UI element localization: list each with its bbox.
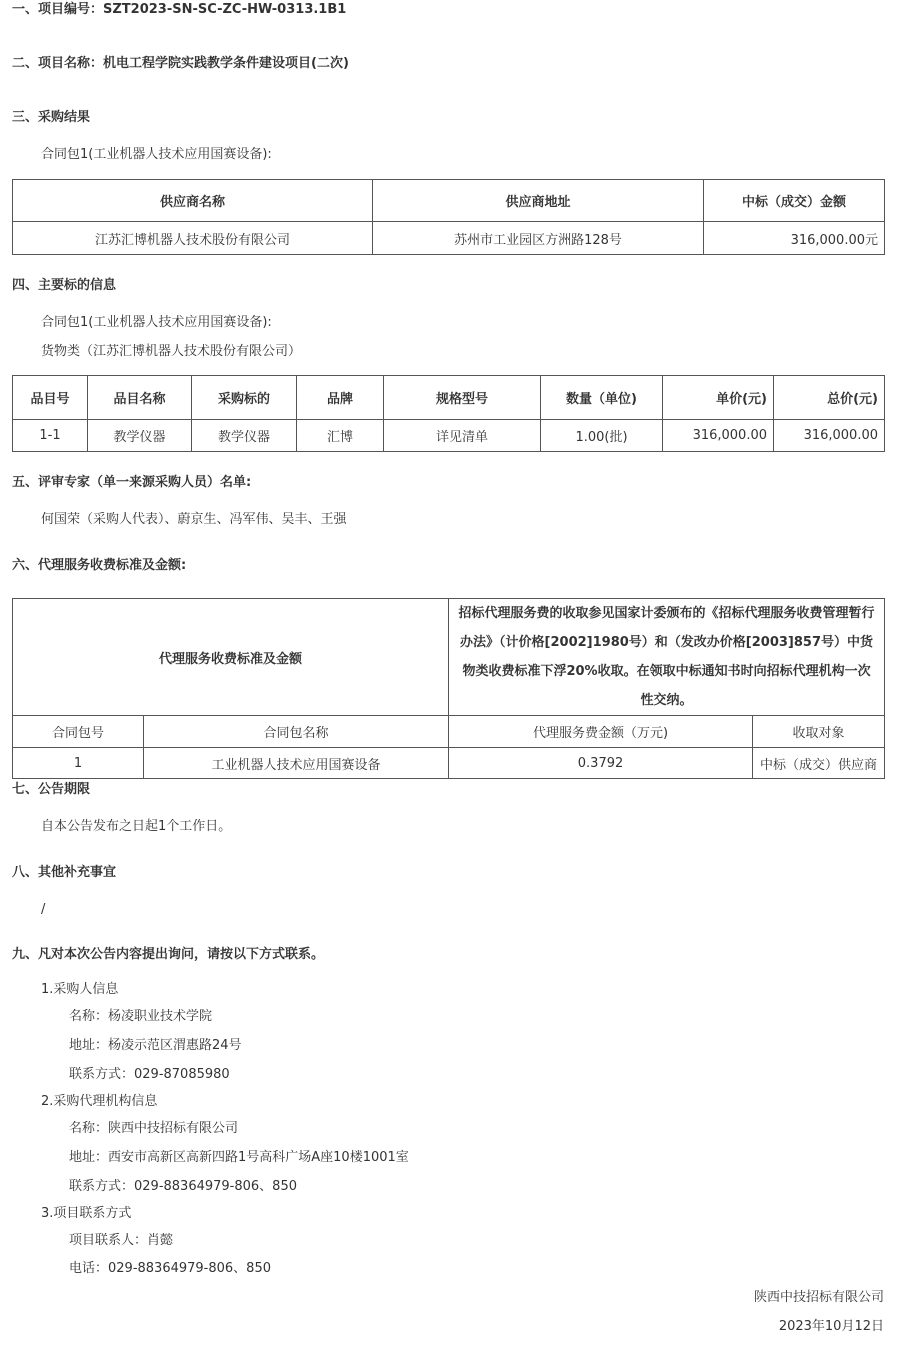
buyer-name: 名称：杨凌职业技术学院 [69, 1009, 213, 1024]
project-number-value: SZT2023-SN-SC-ZC-HW-0313.1B1 [103, 2, 347, 17]
section-experts-title: 五、评审专家（单一来源采购人员）名单: [12, 475, 252, 490]
header-package-name: 合同包名称 [144, 716, 449, 748]
section-procurement-result-title: 三、采购结果 [12, 110, 91, 125]
items-package-label: 合同包1(工业机器人技术应用国赛设备): [41, 315, 272, 330]
section-other-matters-title: 八、其他补充事宜 [12, 865, 117, 880]
cell-fee-amount: 0.3792 [449, 748, 753, 779]
project-name-label: 二、项目名称： [12, 56, 104, 71]
cell-total-price: 316,000.00 [774, 420, 885, 452]
section-notice-period-title: 七、公告期限 [12, 782, 91, 797]
footer-organization: 陕西中技招标有限公司 [753, 1290, 884, 1305]
agency-address: 地址：西安市高新区高新四路1号高科广场A座10楼1001室 [69, 1150, 409, 1165]
notice-period-text: 自本公告发布之日起1个工作日。 [41, 819, 232, 834]
header-item-no: 品目号 [13, 376, 88, 420]
items-table-header [13, 376, 885, 420]
cell-fee-payer: 中标（成交）供应商 [753, 748, 885, 779]
project-contact-heading: 3.项目联系方式 [41, 1206, 132, 1221]
cell-item-no: 1-1 [13, 420, 88, 452]
fee-standard-label: 代理服务收费标准及金额 [13, 599, 449, 716]
cell-supplier-address: 苏州市工业园区方洲路128号 [373, 222, 704, 255]
items-table [12, 375, 885, 452]
header-supplier-name: 供应商名称 [13, 180, 373, 222]
table-row [13, 748, 885, 779]
project-name-value: 机电工程学院实践教学条件建设项目(二次) [103, 56, 349, 71]
experts-list: 何国荣（采购人代表）、蔚京生、冯军伟、吴丰、王强 [41, 512, 347, 527]
header-fee-amount: 代理服务费金额（万元) [449, 716, 753, 748]
agency-info-heading: 2.采购代理机构信息 [41, 1094, 158, 1109]
fee-standard-text: 招标代理服务费的收取参见国家计委颁布的《招标代理服务收费管理暂行办法》（计价格[2002]1980号）和（发改办价格[2003]857号）中货物类收费标准下浮20%收取。在领取中标通知书时向招标代理机构一次性交纳。 [449, 599, 885, 716]
project-name [12, 55, 349, 73]
cell-quantity: 1.00(批) [541, 420, 663, 452]
header-brand: 品牌 [297, 376, 384, 420]
cell-package-name: 工业机器人技术应用国赛设备 [144, 748, 449, 779]
header-spec-model: 规格型号 [384, 376, 541, 420]
items-category-label: 货物类（江苏汇博机器人技术股份有限公司） [41, 344, 302, 359]
header-supplier-address: 供应商地址 [373, 180, 704, 222]
cell-item-name: 教学仪器 [88, 420, 192, 452]
result-package-label: 合同包1(工业机器人技术应用国赛设备): [41, 147, 272, 162]
table-row [13, 420, 885, 452]
fee-table-header [13, 716, 885, 748]
project-contact-phone: 电话：029-88364979-806、850 [69, 1261, 271, 1276]
footer-date: 2023年10月12日 [778, 1319, 884, 1334]
section-agency-fee-title: 六、代理服务收费标准及金额: [12, 558, 187, 573]
agency-name: 名称：陕西中技招标有限公司 [69, 1121, 239, 1136]
buyer-address: 地址：杨凌示范区渭惠路24号 [69, 1038, 242, 1053]
header-package-no: 合同包号 [13, 716, 144, 748]
fee-standard-row [13, 599, 885, 716]
header-procurement-target: 采购标的 [192, 376, 297, 420]
header-quantity: 数量（单位) [541, 376, 663, 420]
section-contact-title: 九、凡对本次公告内容提出询问，请按以下方式联系。 [12, 947, 325, 962]
buyer-info-heading: 1.采购人信息 [41, 982, 119, 997]
buyer-contact: 联系方式：029-87085980 [69, 1067, 230, 1082]
cell-supplier-name: 江苏汇博机器人技术股份有限公司 [13, 222, 373, 255]
table-row [13, 222, 885, 255]
section-main-items-title: 四、主要标的信息 [12, 278, 117, 293]
result-table [12, 179, 885, 255]
cell-award-amount: 316,000.00元 [704, 222, 885, 255]
project-number [12, 1, 346, 19]
other-matters-text: / [41, 902, 46, 917]
header-total-price: 总价(元) [774, 376, 885, 420]
project-number-label: 一、项目编号： [12, 2, 104, 17]
agency-fee-table [12, 598, 885, 779]
cell-spec-model: 详见清单 [384, 420, 541, 452]
header-fee-payer: 收取对象 [753, 716, 885, 748]
cell-unit-price: 316,000.00 [663, 420, 774, 452]
cell-procurement-target: 教学仪器 [192, 420, 297, 452]
cell-package-no: 1 [13, 748, 144, 779]
agency-contact: 联系方式：029-88364979-806、850 [69, 1179, 297, 1194]
header-award-amount: 中标（成交）金额 [704, 180, 885, 222]
result-table-header [13, 180, 885, 222]
header-item-name: 品目名称 [88, 376, 192, 420]
header-unit-price: 单价(元) [663, 376, 774, 420]
cell-brand: 汇博 [297, 420, 384, 452]
project-contact-person: 项目联系人：肖懿 [69, 1233, 174, 1248]
